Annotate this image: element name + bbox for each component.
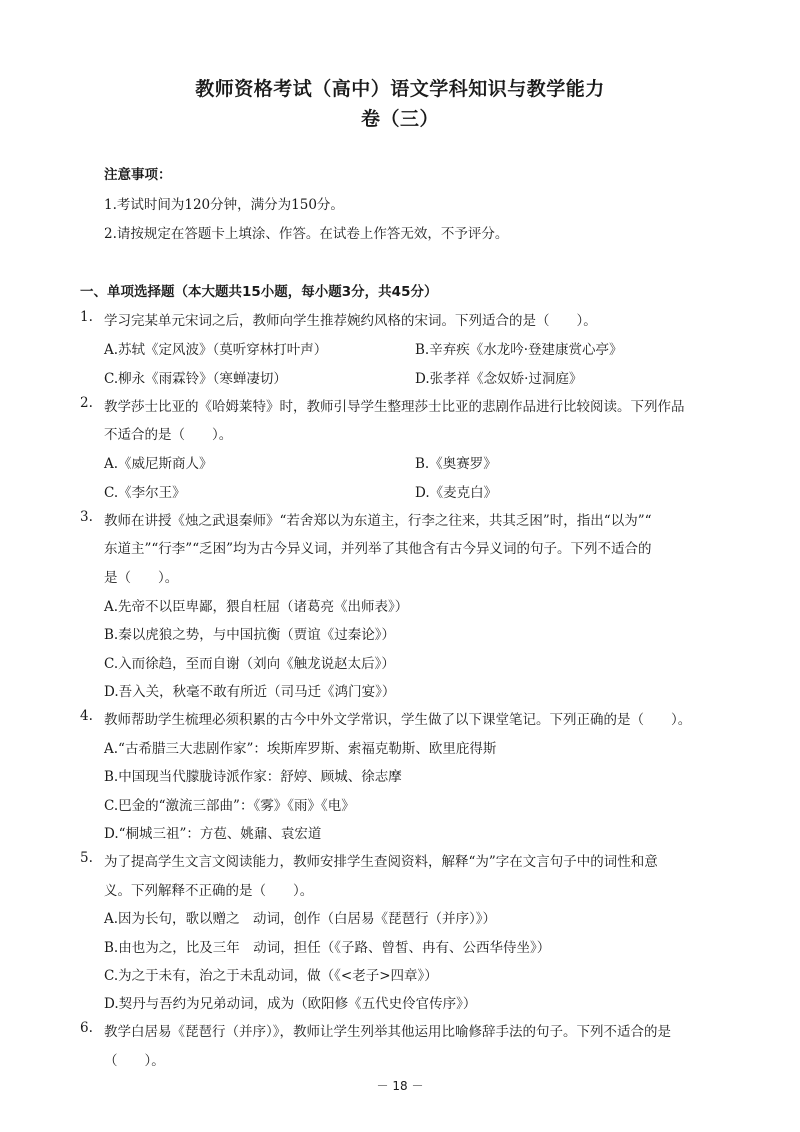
question-text: 为了提高学生文言文阅读能力，教师安排学生查阅资料，解释“为”字在文言句子中的词性和意 bbox=[104, 854, 658, 870]
option: C.为之于未有，治之于未乱动词，做（《<老子>四章》） bbox=[104, 968, 438, 984]
option: D.“桐城三祖”：方苞、姚鼐、袁宏道 bbox=[104, 826, 322, 842]
option: D.张孝祥《念奴娇·过洞庭》 bbox=[415, 371, 583, 387]
option: B.秦以虎狼之势，与中国抗衡（贾谊《过秦论》） bbox=[104, 627, 395, 643]
option: B.中国现当代朦胧诗派作家：舒婷、顾城、徐志摩 bbox=[104, 769, 402, 785]
option: A.因为长句，歌以赠之 动词，创作（白居易《琵琶行（并序）》） bbox=[104, 911, 497, 927]
question-text: 义。下列解释不正确的是（ ）。 bbox=[104, 883, 314, 899]
notice-item: 1.考试时间为120分钟，满分为150分。 bbox=[104, 197, 344, 213]
option: D.契丹与吾约为兄弟动词，成为（欧阳修《五代史伶官传序》） bbox=[104, 996, 477, 1012]
option: C.柳永《雨霖铃》（寒蝉凄切） bbox=[104, 371, 287, 387]
question-text: 学习完某单元宋词之后，教师向学生推荐婉约风格的宋词。下列适合的是（ ）。 bbox=[104, 313, 597, 329]
question-number: 1. bbox=[80, 309, 93, 325]
question-number: 4. bbox=[80, 708, 93, 724]
notice-title: 注意事项： bbox=[104, 167, 172, 183]
exam-subtitle: 卷（三） bbox=[360, 108, 439, 130]
option: A.“古希腊三大悲剧作家”：埃斯库罗斯、索福克勒斯、欧里庇得斯 bbox=[104, 741, 497, 757]
question-number: 3. bbox=[80, 509, 93, 525]
question-text: 是（ ）。 bbox=[104, 570, 179, 586]
option: D.《麦克白》 bbox=[415, 485, 498, 501]
question-number: 2. bbox=[80, 395, 93, 411]
page-number: － 18 － bbox=[376, 1079, 424, 1093]
question-text: 教师在讲授《烛之武退秦师》“若舍郑以为东道主，行李之往来，共其乏困”时，指出“以为”“ bbox=[104, 513, 652, 529]
question-number: 6. bbox=[80, 1020, 93, 1036]
option: B.《奥赛罗》 bbox=[415, 456, 497, 472]
option: C.《李尔王》 bbox=[104, 485, 186, 501]
option: A.苏轼《定风波》（莫听穿林打叶声） bbox=[104, 342, 328, 358]
question-text: （ ）。 bbox=[104, 1053, 165, 1069]
option: C.入而徐趋，至而自谢（刘向《触龙说赵太后》） bbox=[104, 656, 395, 672]
question-number: 5. bbox=[80, 850, 93, 866]
option: B.辛弃疾《水龙吟·登建康赏心亭》 bbox=[415, 342, 623, 358]
option: B.由也为之，比及三年 动词，担任（《子路、曾皙、冉有、公西华侍坐》） bbox=[104, 940, 551, 956]
option: D.吾入关，秋毫不敢有所近（司马迁《鸿门宴》） bbox=[104, 684, 396, 700]
section-title: 一、单项选择题（本大题共15小题，每小题3分，共45分） bbox=[80, 284, 438, 300]
question-text: 不适合的是（ ）。 bbox=[104, 427, 233, 443]
question-text: 东道主”“行李”“乏困”均为古今异义词，并列举了其他含有古今异义词的句子。下列不适合的 bbox=[104, 541, 652, 557]
notice-item: 2.请按规定在答题卡上填涂、作答。在试卷上作答无效，不予评分。 bbox=[104, 226, 509, 242]
option: C.巴金的“激流三部曲”：《雾》《雨》《电》 bbox=[104, 798, 355, 814]
option: A.《威尼斯商人》 bbox=[104, 456, 213, 472]
question-text: 教师帮助学生梳理必须积累的古今中外文学常识，学生做了以下课堂笔记。下列正确的是（ ）。 bbox=[104, 712, 692, 728]
exam-title: 教师资格考试（高中）语文学科知识与教学能力 bbox=[195, 78, 605, 100]
option: A.先帝不以臣卑鄙，猥自枉屈（诸葛亮《出师表》） bbox=[104, 599, 409, 615]
question-text: 教学白居易《琵琶行（并序）》，教师让学生列举其他运用比喻修辞手法的句子。下列不适合的是 bbox=[104, 1024, 671, 1040]
question-text: 教学莎士比亚的《哈姆莱特》时，教师引导学生整理莎士比亚的悲剧作品进行比较阅读。下列作品 bbox=[104, 399, 685, 415]
